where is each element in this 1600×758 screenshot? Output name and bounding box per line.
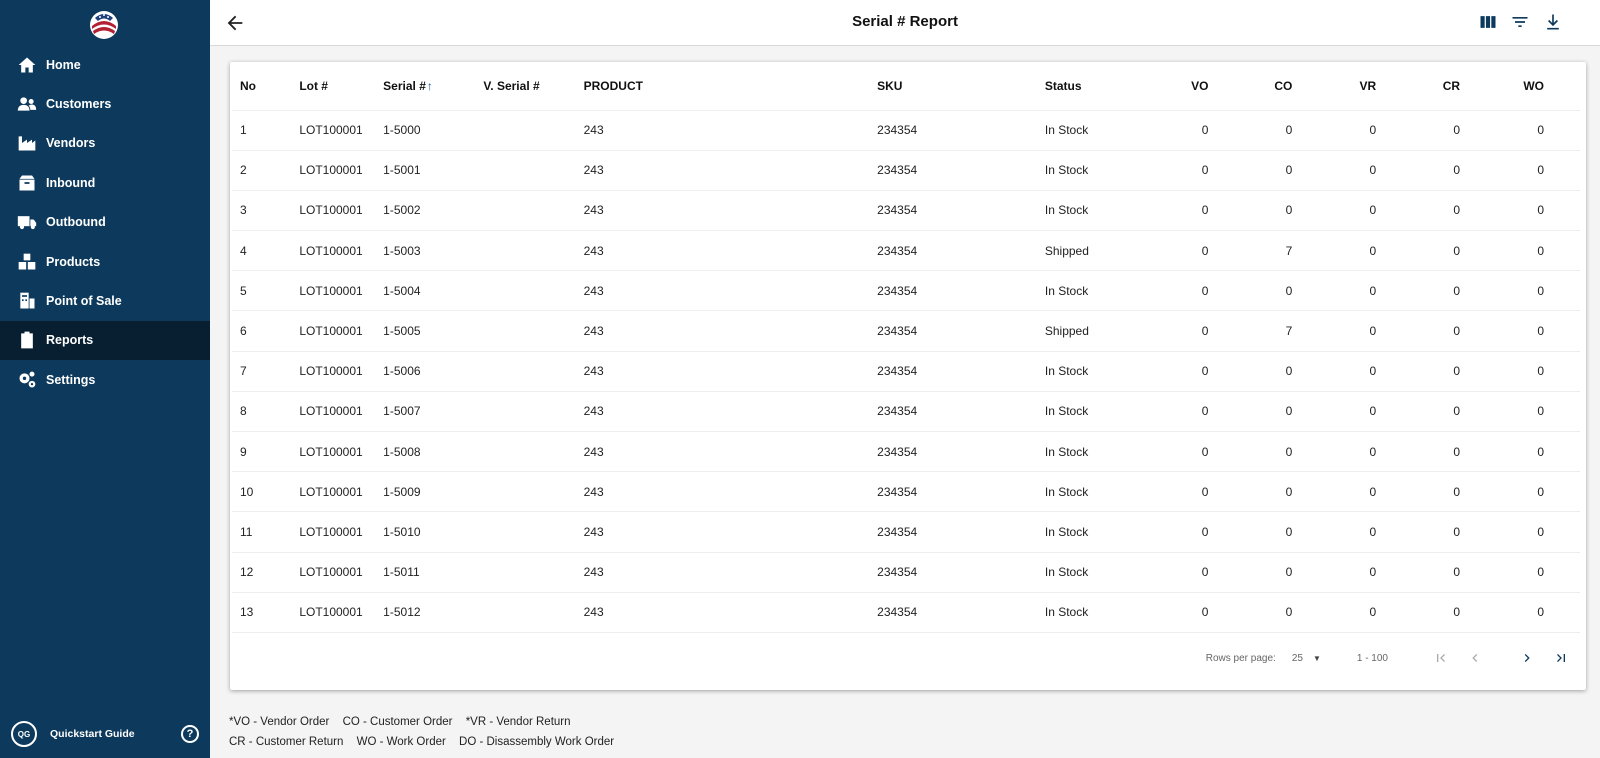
cell-co: 0	[1244, 512, 1328, 552]
rows-per-page-select[interactable]	[1292, 653, 1321, 664]
cell-serial: 1-5003	[375, 231, 475, 271]
sidebar-item-home[interactable]	[0, 45, 210, 84]
sidebar-item-label: Vendors	[46, 136, 96, 151]
cell-co: 7	[1244, 231, 1328, 271]
legend-item: *VO - Vendor Order	[229, 716, 330, 728]
cell-lot: LOT100001	[291, 552, 375, 592]
cell-lot: LOT100001	[291, 271, 375, 311]
cell-wo: 0	[1496, 190, 1580, 230]
cell-cr: 0	[1412, 150, 1496, 190]
cell-vr: 0	[1328, 472, 1412, 512]
rows-per-page-label: Rows per page:	[1205, 652, 1276, 664]
cell-sku: 234354	[869, 231, 1037, 271]
cell-vendor-serial	[475, 552, 575, 592]
cell-serial: 1-5004	[375, 271, 475, 311]
cell-no: 3	[232, 190, 291, 230]
sidebar-item-label: Settings	[46, 372, 96, 387]
cell-wo: 0	[1496, 231, 1580, 271]
cell-status: In Stock	[1037, 150, 1153, 190]
cell-co: 0	[1244, 552, 1328, 592]
legend-line-2	[229, 732, 624, 752]
cell-vo: 0	[1152, 512, 1244, 552]
cell-vo: 0	[1152, 472, 1244, 512]
cell-vo: 0	[1152, 231, 1244, 271]
column-header-no[interactable]: No	[232, 62, 291, 110]
cell-status: In Stock	[1037, 391, 1153, 431]
cell-vr: 0	[1328, 231, 1412, 271]
cell-cr: 0	[1412, 271, 1496, 311]
cell-serial: 1-5005	[375, 311, 475, 351]
cell-lot: LOT100001	[291, 190, 375, 230]
cell-co: 0	[1244, 432, 1328, 472]
gears-icon	[16, 370, 38, 390]
cell-co: 0	[1244, 592, 1328, 632]
cell-vr: 0	[1328, 311, 1412, 351]
cell-lot: LOT100001	[291, 592, 375, 632]
legend-item: CR - Customer Return	[229, 736, 344, 748]
cell-product: 243	[576, 512, 870, 552]
eagle-logo[interactable]	[86, 6, 122, 40]
cell-status: In Stock	[1037, 432, 1153, 472]
cell-wo: 0	[1496, 351, 1580, 391]
cell-sku: 234354	[869, 271, 1037, 311]
cell-serial: 1-5009	[375, 472, 475, 512]
next-page-button[interactable]	[1510, 646, 1544, 670]
sidebar-nav	[0, 45, 210, 400]
rows-per-page-value: 25	[1291, 652, 1303, 664]
cell-product: 243	[576, 190, 870, 230]
table-row[interactable]	[232, 472, 1580, 512]
cell-wo: 0	[1496, 271, 1580, 311]
cell-product: 243	[576, 391, 870, 431]
column-header-product[interactable]: PRODUCT	[576, 62, 870, 110]
cell-vendor-serial	[475, 231, 575, 271]
sidebar-item-vendors[interactable]	[0, 124, 210, 163]
cell-product: 243	[576, 351, 870, 391]
home-icon	[16, 55, 38, 75]
cell-vendor-serial	[475, 391, 575, 431]
cell-lot: LOT100001	[291, 391, 375, 431]
cell-lot: LOT100001	[291, 432, 375, 472]
cell-product: 243	[576, 552, 870, 592]
cell-sku: 234354	[869, 552, 1037, 592]
cell-status: In Stock	[1037, 512, 1153, 552]
cell-vr: 0	[1328, 512, 1412, 552]
cell-sku: 234354	[869, 190, 1037, 230]
cell-cr: 0	[1412, 432, 1496, 472]
first-page-button[interactable]	[1424, 646, 1458, 670]
sidebar-item-reports[interactable]	[0, 321, 210, 360]
cell-no: 4	[232, 231, 291, 271]
cell-lot: LOT100001	[291, 351, 375, 391]
cell-product: 243	[576, 432, 870, 472]
column-header-sku[interactable]: SKU	[869, 62, 1037, 110]
page-title: Serial # Report	[852, 13, 958, 30]
cell-vo: 0	[1152, 391, 1244, 431]
cell-no: 11	[232, 512, 291, 552]
cell-vr: 0	[1328, 432, 1412, 472]
first-page-icon	[1433, 650, 1449, 666]
chevron-left-icon	[1467, 650, 1483, 666]
column-header-serial[interactable]: Serial #↑	[375, 62, 475, 110]
cell-serial: 1-5012	[375, 592, 475, 632]
cell-wo: 0	[1496, 432, 1580, 472]
column-header-wo[interactable]: WO	[1496, 62, 1580, 110]
cell-product: 243	[576, 592, 870, 632]
cell-serial: 1-5007	[375, 391, 475, 431]
cell-sku: 234354	[869, 150, 1037, 190]
cell-co: 7	[1244, 311, 1328, 351]
table-header-row	[232, 62, 1580, 110]
sidebar-item-inbound[interactable]	[0, 163, 210, 202]
last-page-icon	[1553, 650, 1569, 666]
cell-status: In Stock	[1037, 110, 1153, 150]
column-header-lot[interactable]: Lot #	[291, 62, 375, 110]
cell-wo: 0	[1496, 472, 1580, 512]
cell-no: 6	[232, 311, 291, 351]
cell-no: 10	[232, 472, 291, 512]
cell-vo: 0	[1152, 592, 1244, 632]
table-row[interactable]	[232, 150, 1580, 190]
cell-status: In Stock	[1037, 351, 1153, 391]
table-row[interactable]	[232, 190, 1580, 230]
filter-icon[interactable]	[1510, 12, 1532, 34]
cell-wo: 0	[1496, 592, 1580, 632]
cell-status: In Stock	[1037, 190, 1153, 230]
sort-ascending-icon[interactable]: ↑	[426, 78, 433, 93]
cell-vo: 0	[1152, 110, 1244, 150]
cell-lot: LOT100001	[291, 150, 375, 190]
cell-co: 0	[1244, 351, 1328, 391]
cell-vendor-serial	[475, 472, 575, 512]
cell-serial: 1-5006	[375, 351, 475, 391]
previous-page-button[interactable]	[1458, 646, 1492, 670]
cell-cr: 0	[1412, 311, 1496, 351]
cell-vr: 0	[1328, 552, 1412, 592]
cell-vr: 0	[1328, 190, 1412, 230]
cell-wo: 0	[1496, 512, 1580, 552]
sidebar-item-label: Home	[46, 57, 81, 72]
cell-cr: 0	[1412, 391, 1496, 431]
cell-no: 12	[232, 552, 291, 592]
factory-icon	[16, 133, 38, 153]
cell-sku: 234354	[869, 391, 1037, 431]
column-header-vendor-serial[interactable]: V. Serial #	[475, 62, 575, 110]
legend-line-1	[229, 712, 624, 732]
cell-sku: 234354	[869, 512, 1037, 552]
cell-vo: 0	[1152, 190, 1244, 230]
cell-lot: LOT100001	[291, 472, 375, 512]
cell-vr: 0	[1328, 271, 1412, 311]
chevron-right-icon	[1519, 650, 1535, 666]
cell-vo: 0	[1152, 552, 1244, 592]
cell-no: 8	[232, 391, 291, 431]
cell-status: Shipped	[1037, 311, 1153, 351]
cell-wo: 0	[1496, 552, 1580, 592]
page-range: 1 - 100	[1356, 652, 1388, 664]
cell-no: 5	[232, 271, 291, 311]
cell-cr: 0	[1412, 472, 1496, 512]
cell-cr: 0	[1412, 351, 1496, 391]
cell-wo: 0	[1496, 311, 1580, 351]
sidebar-item-settings[interactable]	[0, 360, 210, 399]
cell-co: 0	[1244, 110, 1328, 150]
cell-product: 243	[576, 271, 870, 311]
cell-co: 0	[1244, 271, 1328, 311]
cell-co: 0	[1244, 391, 1328, 431]
cell-vendor-serial	[475, 351, 575, 391]
cell-sku: 234354	[869, 472, 1037, 512]
cell-co: 0	[1244, 190, 1328, 230]
cell-cr: 0	[1412, 512, 1496, 552]
cell-cr: 0	[1412, 110, 1496, 150]
cell-status: In Stock	[1037, 472, 1153, 512]
table-row[interactable]	[232, 351, 1580, 391]
table-row[interactable]	[232, 552, 1580, 592]
cell-co: 0	[1244, 150, 1328, 190]
cell-product: 243	[576, 311, 870, 351]
clipboard-icon	[16, 330, 38, 350]
cell-no: 2	[232, 150, 291, 190]
cell-vendor-serial	[475, 150, 575, 190]
sidebar-item-label: Point of Sale	[46, 294, 122, 309]
cell-cr: 0	[1412, 592, 1496, 632]
cell-lot: LOT100001	[291, 110, 375, 150]
cell-vendor-serial	[475, 432, 575, 472]
header-bar	[210, 0, 1600, 46]
column-header-co[interactable]: CO	[1244, 62, 1328, 110]
table-row[interactable]	[232, 311, 1580, 351]
box-icon	[16, 173, 38, 193]
cell-vendor-serial	[475, 311, 575, 351]
cell-cr: 0	[1412, 231, 1496, 271]
legend-item: WO - Work Order	[356, 736, 446, 748]
abbreviation-legend	[229, 712, 624, 752]
cell-vo: 0	[1152, 271, 1244, 311]
table-row[interactable]	[232, 110, 1580, 150]
cell-vendor-serial	[475, 512, 575, 552]
report-card	[230, 62, 1586, 690]
cell-cr: 0	[1412, 552, 1496, 592]
boxes-icon	[16, 252, 38, 272]
sidebar	[0, 0, 210, 758]
table-body	[232, 110, 1580, 632]
cell-sku: 234354	[869, 311, 1037, 351]
cell-serial: 1-5000	[375, 110, 475, 150]
pagination	[886, 640, 1586, 676]
sidebar-item-customers[interactable]	[0, 84, 210, 123]
sidebar-item-products[interactable]	[0, 242, 210, 281]
cell-co: 0	[1244, 472, 1328, 512]
cell-vendor-serial	[475, 190, 575, 230]
sidebar-item-label: Inbound	[46, 175, 96, 190]
cell-serial: 1-5001	[375, 150, 475, 190]
cell-no: 9	[232, 432, 291, 472]
cell-product: 243	[576, 150, 870, 190]
legend-item: CO - Customer Order	[342, 716, 453, 728]
cell-status: Shipped	[1037, 231, 1153, 271]
cell-vr: 0	[1328, 110, 1412, 150]
quickstart-guide[interactable]	[11, 720, 199, 748]
register-icon	[16, 291, 38, 311]
quickstart-badge-icon: QG	[11, 721, 37, 747]
cell-status: In Stock	[1037, 552, 1153, 592]
cell-status: In Stock	[1037, 271, 1153, 311]
sidebar-item-label: Products	[46, 254, 101, 269]
cell-serial: 1-5011	[375, 552, 475, 592]
table-row[interactable]	[232, 512, 1580, 552]
cell-no: 13	[232, 592, 291, 632]
table-row[interactable]	[232, 432, 1580, 472]
cell-product: 243	[576, 231, 870, 271]
sidebar-item-label: Reports	[46, 333, 94, 348]
cell-wo: 0	[1496, 150, 1580, 190]
cell-wo: 0	[1496, 110, 1580, 150]
cell-serial: 1-5010	[375, 512, 475, 552]
cell-vo: 0	[1152, 351, 1244, 391]
sidebar-item-label: Outbound	[46, 215, 106, 230]
cell-sku: 234354	[869, 592, 1037, 632]
sidebar-item-point-of-sale[interactable]	[0, 281, 210, 320]
last-page-button[interactable]	[1544, 646, 1578, 670]
table-row[interactable]	[232, 592, 1580, 632]
legend-item: *VR - Vendor Return	[465, 716, 571, 728]
table-row[interactable]	[232, 271, 1580, 311]
download-icon[interactable]	[1543, 12, 1565, 34]
cell-vendor-serial	[475, 592, 575, 632]
help-icon[interactable]: ?	[181, 725, 199, 743]
cell-no: 1	[232, 110, 291, 150]
cell-lot: LOT100001	[291, 512, 375, 552]
quickstart-label: Quickstart Guide	[50, 728, 135, 740]
cell-serial: 1-5008	[375, 432, 475, 472]
cell-vendor-serial	[475, 271, 575, 311]
customers-icon	[16, 94, 38, 114]
cell-no: 7	[232, 351, 291, 391]
serial-report-table	[232, 62, 1580, 633]
cell-wo: 0	[1496, 391, 1580, 431]
cell-product: 243	[576, 110, 870, 150]
dropdown-caret-icon: ▼	[1312, 653, 1321, 663]
column-header-vo[interactable]: VO	[1152, 62, 1244, 110]
cell-vr: 0	[1328, 592, 1412, 632]
column-header-cr[interactable]: CR	[1412, 62, 1496, 110]
sidebar-item-label: Customers	[46, 97, 112, 112]
cell-vo: 0	[1152, 432, 1244, 472]
cell-vo: 0	[1152, 150, 1244, 190]
cell-vr: 0	[1328, 150, 1412, 190]
column-header-vr[interactable]: VR	[1328, 62, 1412, 110]
table-row[interactable]	[232, 231, 1580, 271]
columns-icon[interactable]	[1478, 12, 1500, 34]
legend-item: DO - Disassembly Work Order	[459, 736, 615, 748]
sidebar-item-outbound[interactable]	[0, 203, 210, 242]
cell-lot: LOT100001	[291, 311, 375, 351]
cell-cr: 0	[1412, 190, 1496, 230]
cell-status: In Stock	[1037, 592, 1153, 632]
cell-lot: LOT100001	[291, 231, 375, 271]
column-header-status[interactable]: Status	[1037, 62, 1153, 110]
cell-vr: 0	[1328, 351, 1412, 391]
truck-icon	[16, 212, 38, 232]
cell-vr: 0	[1328, 391, 1412, 431]
cell-sku: 234354	[869, 432, 1037, 472]
cell-vo: 0	[1152, 311, 1244, 351]
cell-vendor-serial	[475, 110, 575, 150]
table-row[interactable]	[232, 391, 1580, 431]
cell-serial: 1-5002	[375, 190, 475, 230]
cell-sku: 234354	[869, 351, 1037, 391]
cell-sku: 234354	[869, 110, 1037, 150]
cell-product: 243	[576, 472, 870, 512]
